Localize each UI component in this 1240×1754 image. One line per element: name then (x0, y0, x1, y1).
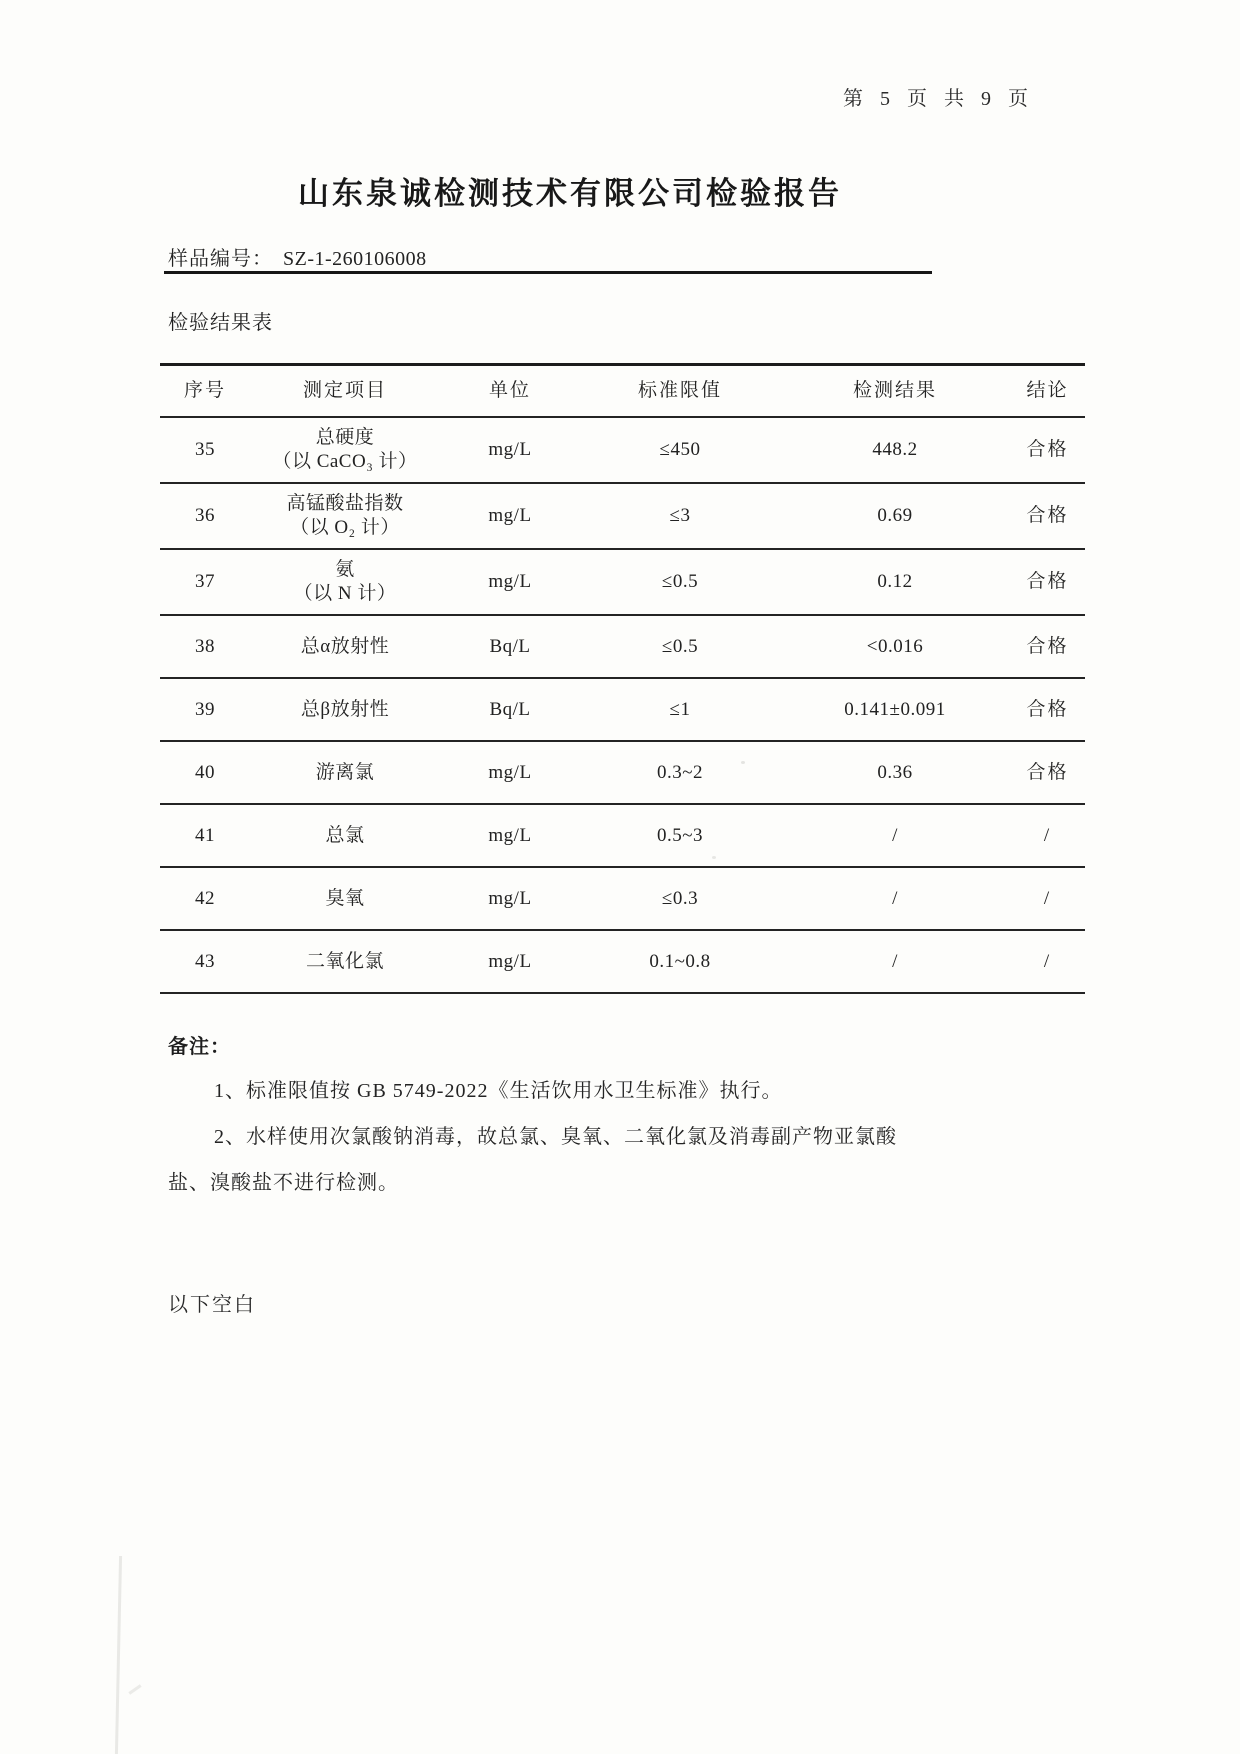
sample-number-line (168, 242, 427, 271)
cell-unit: mg/L (488, 887, 532, 909)
cell-result: 448.2 (872, 439, 918, 461)
cell-item (250, 492, 440, 540)
below-blank-marker: 以下空白 (168, 1294, 256, 1316)
cell-unit: Bq/L (489, 635, 531, 657)
cell-item: 游离氯 (315, 761, 375, 783)
note-line-2-continued: 盐、溴酸盐不进行检测。 (168, 1172, 399, 1194)
cell-item: 总β放射性 (300, 698, 390, 720)
cell-limit: ≤0.3 (661, 887, 699, 909)
cell-conclusion: 合格 (1026, 761, 1069, 783)
cell-item: 二氧化氯 (305, 950, 384, 972)
item-name: 氨 (335, 559, 355, 581)
header-unit: 单位 (488, 380, 531, 402)
cell-seq: 37 (195, 571, 215, 593)
cell-result: / (892, 887, 898, 909)
cell-limit: 0.3~2 (656, 761, 704, 783)
table-row (160, 679, 1085, 742)
table-row (160, 418, 1085, 484)
scan-artifact (741, 761, 745, 764)
results-table-caption: 检验结果表 (168, 312, 273, 334)
cell-limit: 0.5~3 (656, 824, 704, 846)
cell-unit: mg/L (488, 761, 532, 783)
cell-item (250, 426, 440, 474)
cell-conclusion: / (1043, 887, 1052, 909)
table-row (160, 868, 1085, 931)
scan-artifact (128, 1684, 141, 1694)
item-name: 高锰酸盐指数 (286, 493, 404, 515)
cell-unit: mg/L (488, 824, 532, 846)
results-table (160, 363, 1085, 994)
table-row (160, 616, 1085, 679)
cell-result: 0.69 (877, 505, 913, 527)
cell-seq: 39 (195, 698, 215, 720)
cell-seq: 42 (195, 887, 215, 909)
header-seq: 序号 (183, 380, 226, 402)
header-result: 检测结果 (852, 380, 937, 402)
cell-conclusion: 合格 (1026, 635, 1069, 657)
cell-conclusion: 合格 (1026, 571, 1069, 593)
table-row (160, 484, 1085, 550)
cell-limit: ≤1 (669, 698, 691, 720)
table-header-row (160, 366, 1085, 418)
header-item: 测定项目 (302, 380, 387, 402)
item-basis: （以 N 计） (293, 583, 397, 604)
cell-result: 0.36 (877, 761, 913, 783)
sample-number-value: SZ-1-260106008 (283, 248, 427, 270)
cell-unit: Bq/L (489, 698, 531, 720)
cell-conclusion: 合格 (1026, 698, 1069, 720)
table-row (160, 805, 1085, 868)
cell-item (250, 558, 440, 606)
cell-seq: 43 (195, 950, 215, 972)
cell-result: 0.141±0.091 (844, 698, 946, 720)
cell-limit: 0.1~0.8 (649, 950, 711, 972)
cell-unit: mg/L (488, 571, 532, 593)
sample-number-underline (164, 271, 932, 274)
note-line-1: 1、标准限值按 GB 5749-2022《生活饮用水卫生标准》执行。 (214, 1080, 783, 1102)
cell-seq: 35 (195, 439, 215, 461)
report-title: 山东泉诚检测技术有限公司检验报告 (298, 176, 842, 211)
cell-conclusion: 合格 (1026, 439, 1069, 461)
cell-result: 0.12 (877, 571, 913, 593)
table-row (160, 742, 1085, 805)
item-name: 总硬度 (315, 427, 375, 449)
notes-label: 备注： (168, 1036, 231, 1058)
cell-unit: mg/L (488, 950, 532, 972)
scan-artifact (712, 856, 716, 859)
cell-item: 总氯 (325, 824, 365, 846)
item-basis: （以 O₂ 计） (290, 517, 400, 538)
cell-unit: mg/L (488, 439, 532, 461)
page-number: 第 5 页 共 9 页 (843, 88, 1034, 110)
header-conclusion: 结论 (1026, 380, 1069, 402)
cell-seq: 41 (195, 824, 215, 846)
cell-seq: 40 (195, 761, 215, 783)
cell-conclusion: / (1043, 950, 1052, 972)
cell-conclusion: 合格 (1026, 505, 1069, 527)
scan-artifact (115, 1556, 122, 1754)
header-limit: 标准限值 (637, 380, 722, 402)
cell-seq: 38 (195, 635, 215, 657)
cell-result: <0.016 (866, 635, 924, 657)
cell-result: / (892, 950, 898, 972)
note-line-2: 2、水样使用次氯酸钠消毒，故总氯、臭氧、二氧化氯及消毒副产物亚氯酸 (214, 1126, 897, 1148)
cell-conclusion: / (1043, 824, 1052, 846)
table-row (160, 931, 1085, 994)
item-basis: （以 CaCO₃ 计） (272, 451, 418, 472)
cell-result: / (892, 824, 898, 846)
cell-item: 总α放射性 (300, 635, 390, 657)
cell-item: 臭氧 (325, 887, 365, 909)
cell-limit: ≤0.5 (661, 571, 699, 593)
sample-number-label: 样品编号： (168, 248, 273, 270)
cell-limit: ≤3 (669, 505, 691, 527)
table-row (160, 550, 1085, 616)
cell-seq: 36 (195, 505, 215, 527)
cell-limit: ≤450 (659, 439, 701, 461)
cell-unit: mg/L (488, 505, 532, 527)
cell-limit: ≤0.5 (661, 635, 699, 657)
